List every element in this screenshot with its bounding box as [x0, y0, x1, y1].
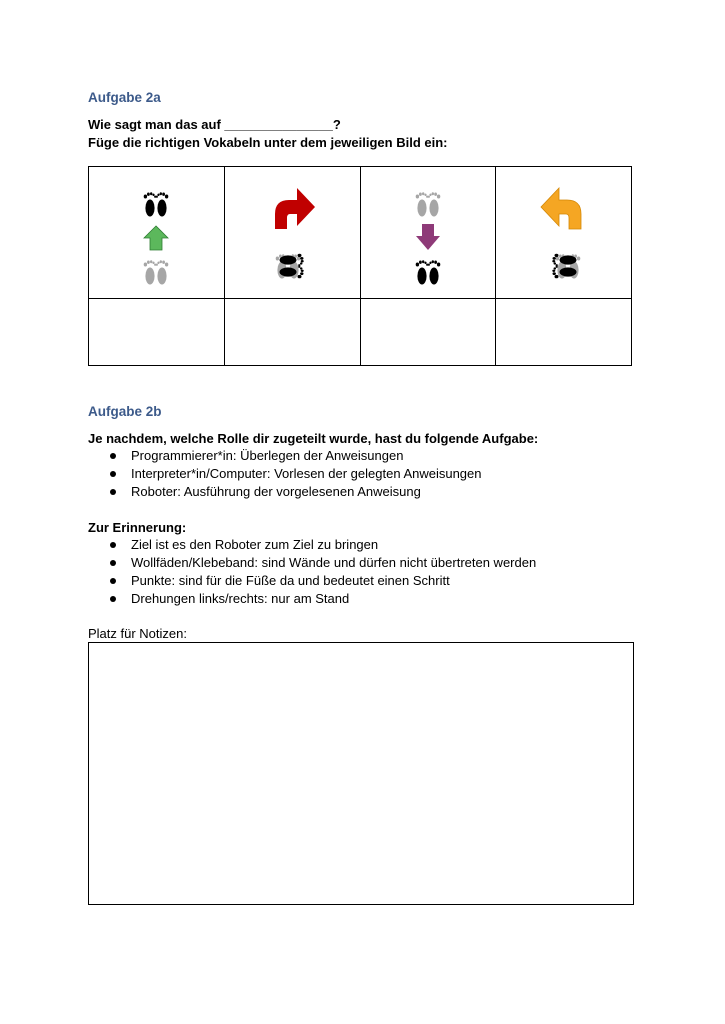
- list-item: Punkte: sind für die Füße da und bedeutet einen Schritt: [88, 572, 536, 590]
- list-item: Wollfäden/Klebeband: sind Wände und dürfen nicht übertreten werden: [88, 554, 536, 572]
- answer-cell-3[interactable]: [360, 299, 496, 366]
- image-cell-4: [496, 167, 632, 299]
- task-2a-heading: Aufgabe 2a: [88, 90, 161, 105]
- task-2b-heading: Aufgabe 2b: [88, 404, 162, 419]
- task-2a-instruction: Füge die richtigen Vokabeln unter dem jeweiligen Bild ein:: [88, 135, 448, 150]
- answer-cell-2[interactable]: [224, 299, 360, 366]
- notes-area[interactable]: [88, 642, 634, 905]
- roles-list: [88, 447, 482, 501]
- list-item: Ziel ist es den Roboter zum Ziel zu bringen: [88, 536, 536, 554]
- image-cell-1: [89, 167, 225, 299]
- list-item: Drehungen links/rechts: nur am Stand: [88, 590, 536, 608]
- list-item: Programmierer*in: Überlegen der Anweisungen: [88, 447, 482, 465]
- task-2a-question: Wie sagt man das auf _______________?: [88, 117, 341, 132]
- list-item: Roboter: Ausführung der vorgelesenen Anweisung: [88, 483, 482, 501]
- reminders-list: [88, 536, 536, 608]
- image-cell-2: [224, 167, 360, 299]
- step-forward-icon: [126, 174, 186, 292]
- vocabulary-table: [88, 166, 632, 366]
- answer-cell-4[interactable]: [496, 299, 632, 366]
- step-backward-icon: [398, 174, 458, 292]
- image-cell-3: [360, 167, 496, 299]
- answer-cell-1[interactable]: [89, 299, 225, 366]
- list-item: Interpreter*in/Computer: Vorlesen der gelegten Anweisungen: [88, 465, 482, 483]
- notes-label: Platz für Notizen:: [88, 626, 187, 641]
- reminder-title: Zur Erinnerung:: [88, 520, 187, 535]
- turn-right-icon: [257, 174, 327, 292]
- task-2b-intro: Je nachdem, welche Rolle dir zugeteilt wurde, hast du folgende Aufgabe:: [88, 431, 539, 446]
- turn-left-icon: [529, 174, 599, 292]
